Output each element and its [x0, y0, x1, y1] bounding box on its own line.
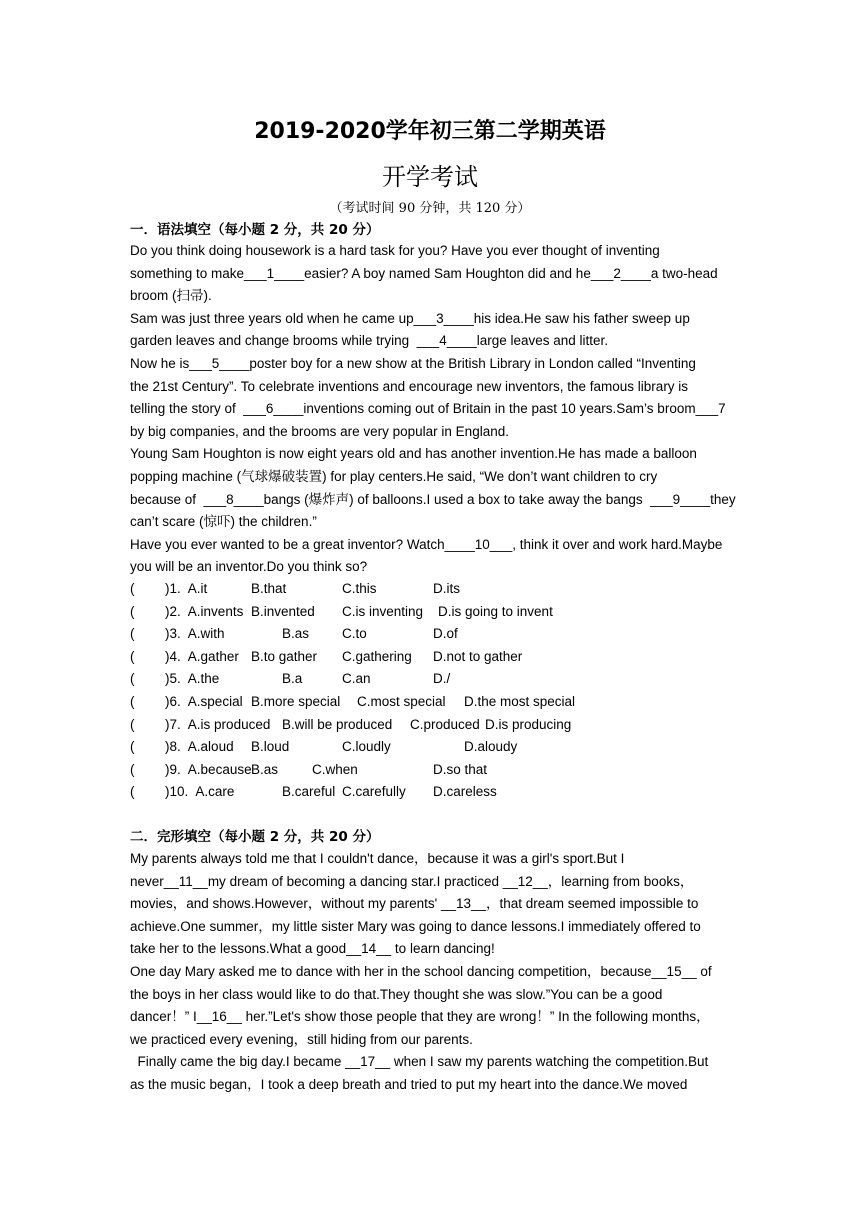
passage-line: because of ___8____bangs (爆炸声) of balloons.I used a box to take away the bangs ___9____they: [130, 491, 736, 507]
exam-time-note: （考试时间 90 分钟，共 120 分）: [329, 201, 531, 216]
exam-title-main: 开学考试: [382, 163, 478, 191]
answer-option: C.loudly: [342, 739, 391, 755]
answer-option: D.careless: [433, 784, 497, 800]
answer-paren: (: [130, 648, 135, 664]
answer-option: A.aloud: [187, 739, 234, 755]
answer-paren: (: [130, 671, 135, 687]
answer-option: C.is inventing: [342, 603, 424, 619]
section1-heading: 一．语法填空（每小题 2 分，共 20 分）: [130, 222, 380, 238]
question-row: [130, 781, 740, 804]
passage-line: movies，and shows.However，without my parents' __13__，that dream seemed impossible to: [130, 896, 699, 912]
passage-line: One day Mary asked me to dance with her in the school dancing competition，because__15__ of: [130, 963, 712, 979]
answer-option: D./: [433, 671, 451, 687]
answer-option: C.most special: [357, 693, 446, 709]
passage-line: the boys in her class would like to do that.They thought she was slow.”You can be a good: [130, 986, 663, 1002]
answer-paren: (: [130, 739, 135, 755]
answer-option: A.care: [195, 784, 235, 800]
question-number: )1.: [165, 581, 181, 596]
question-number: )10.: [165, 784, 189, 800]
question-number: )6.: [165, 693, 181, 709]
section1-passage: [130, 240, 740, 579]
answer-option: A.with: [187, 626, 225, 642]
answer-option: B.as: [282, 626, 310, 642]
passage-line: you will be an inventor.Do you think so?: [130, 559, 368, 575]
answer-option: A.is produced: [187, 716, 271, 732]
answer-option: A.invents: [187, 603, 244, 619]
passage-line: Sam was just three years old when he came up___3____his idea.He saw his father sweep up: [130, 310, 690, 326]
answer-paren: (: [130, 581, 135, 596]
answer-paren: (: [130, 693, 135, 709]
question-row: [130, 759, 740, 782]
answer-paren: (: [130, 626, 135, 642]
answer-option: B.careful: [282, 784, 336, 800]
passage-line: we practiced every evening，still hiding from our parents.: [130, 1031, 473, 1047]
passage-line: something to make___1____easier? A boy named Sam Houghton did and he___2____a two-head: [130, 265, 718, 281]
answer-option: C.an: [342, 671, 371, 687]
question-row: [130, 646, 740, 669]
answer-paren: (: [130, 784, 135, 800]
passage-line: Do you think doing housework is a hard task for you? Have you ever thought of inventing: [130, 243, 660, 258]
passage-line: telling the story of ___6____inventions coming out of Britain in the past 10 years.Sam’s broom___7: [130, 401, 726, 417]
question-row: [130, 714, 740, 737]
passage-line: Now he is___5____poster boy for a new show at the British Library in London called “Inventing: [130, 355, 696, 371]
answer-paren: (: [130, 761, 135, 777]
passage-line: can’t scare (惊吓) the children.”: [130, 514, 317, 530]
answer-option: A.special: [187, 693, 243, 709]
question-number: )5.: [165, 671, 181, 687]
question-row: [130, 691, 740, 714]
passage-line: as the music began，I took a deep breath and tried to put my heart into the dance.We moved: [130, 1076, 688, 1092]
answer-option: D.so that: [433, 761, 488, 777]
answer-option: B.as: [251, 761, 279, 777]
answer-option: D.is producing: [485, 716, 572, 732]
passage-line: the 21st Century”. To celebrate inventions and encourage new inventors, the famous library is: [130, 378, 689, 394]
question-row: [130, 736, 740, 759]
question-number: )2.: [165, 603, 181, 619]
answer-option: D.aloudy: [464, 739, 518, 755]
passage-line: popping machine (气球爆破装置) for play centers.He said, “We don’t want children to cry: [130, 468, 658, 484]
question-number: )4.: [165, 648, 181, 664]
answer-option: D.is going to invent: [438, 603, 553, 619]
answer-option: D.not to gather: [433, 648, 523, 664]
question-number: )9.: [165, 761, 181, 777]
exam-title: 2019-2020学年初三第二学期英语: [254, 119, 606, 144]
answer-option: C.gathering: [342, 648, 412, 664]
answer-option: A.because: [187, 761, 252, 777]
answer-option: D.of: [433, 626, 458, 642]
answer-paren: (: [130, 603, 135, 619]
answer-option: B.to gather: [251, 648, 318, 664]
answer-option: B.that: [251, 581, 287, 596]
passage-line: take her to the lessons.What a good__14__ to learn dancing!: [130, 941, 495, 957]
question-number: )7.: [165, 716, 181, 732]
question-row: [130, 601, 740, 624]
passage-line: Young Sam Houghton is now eight years old and has another invention.He has made a balloon: [130, 446, 697, 462]
passage-line: My parents always told me that I couldn't dance，because it was a girl's sport.But I: [130, 851, 625, 866]
answer-paren: (: [130, 716, 135, 732]
answer-option: A.gather: [187, 648, 239, 664]
passage-line: Have you ever wanted to be a great inventor? Watch____10___, think it over and work hard.Maybe: [130, 536, 723, 552]
answer-option: C.this: [342, 581, 377, 596]
passage-line: by big companies, and the brooms are very popular in England.: [130, 423, 509, 439]
answer-option: C.to: [342, 626, 367, 642]
passage-line: garden leaves and change brooms while trying ___4____large leaves and litter.: [130, 333, 609, 349]
answer-option: D.the most special: [464, 693, 576, 709]
answer-option: B.a: [282, 671, 303, 687]
answer-option: B.will be produced: [282, 716, 393, 732]
passage-line: Finally came the big day.I became __17__ when I saw my parents watching the competition.But: [130, 1054, 709, 1070]
answer-option: B.loud: [251, 739, 290, 755]
section1-questions: [130, 578, 740, 804]
question-row: [130, 623, 740, 646]
passage-line: never__11__my dream of becoming a dancing star.I practiced __12__，learning from books，: [130, 873, 694, 889]
question-row: [130, 668, 740, 691]
section2-passage: [130, 848, 740, 1097]
question-number: )8.: [165, 739, 181, 755]
answer-option: C.when: [312, 761, 358, 777]
answer-option: B.more special: [251, 693, 341, 709]
answer-option: A.the: [187, 671, 220, 687]
section2-heading: 二．完形填空（每小题 2 分，共 20 分）: [130, 829, 380, 845]
passage-line: dancer！” I__16__ her.”Let's show those people that they are wrong！” In the following months，: [130, 1009, 710, 1025]
question-row: [130, 578, 740, 601]
answer-option: D.its: [433, 581, 460, 596]
question-number: )3.: [165, 626, 181, 642]
answer-option: B.invented: [251, 603, 315, 619]
answer-option: C.produced: [410, 716, 480, 732]
answer-option: A.it: [187, 581, 208, 596]
answer-option: C.carefully: [342, 784, 406, 800]
passage-line: broom (扫帚).: [130, 288, 212, 304]
passage-line: achieve.One summer，my little sister Mary was going to dance lessons.I immediately offered to: [130, 918, 701, 934]
